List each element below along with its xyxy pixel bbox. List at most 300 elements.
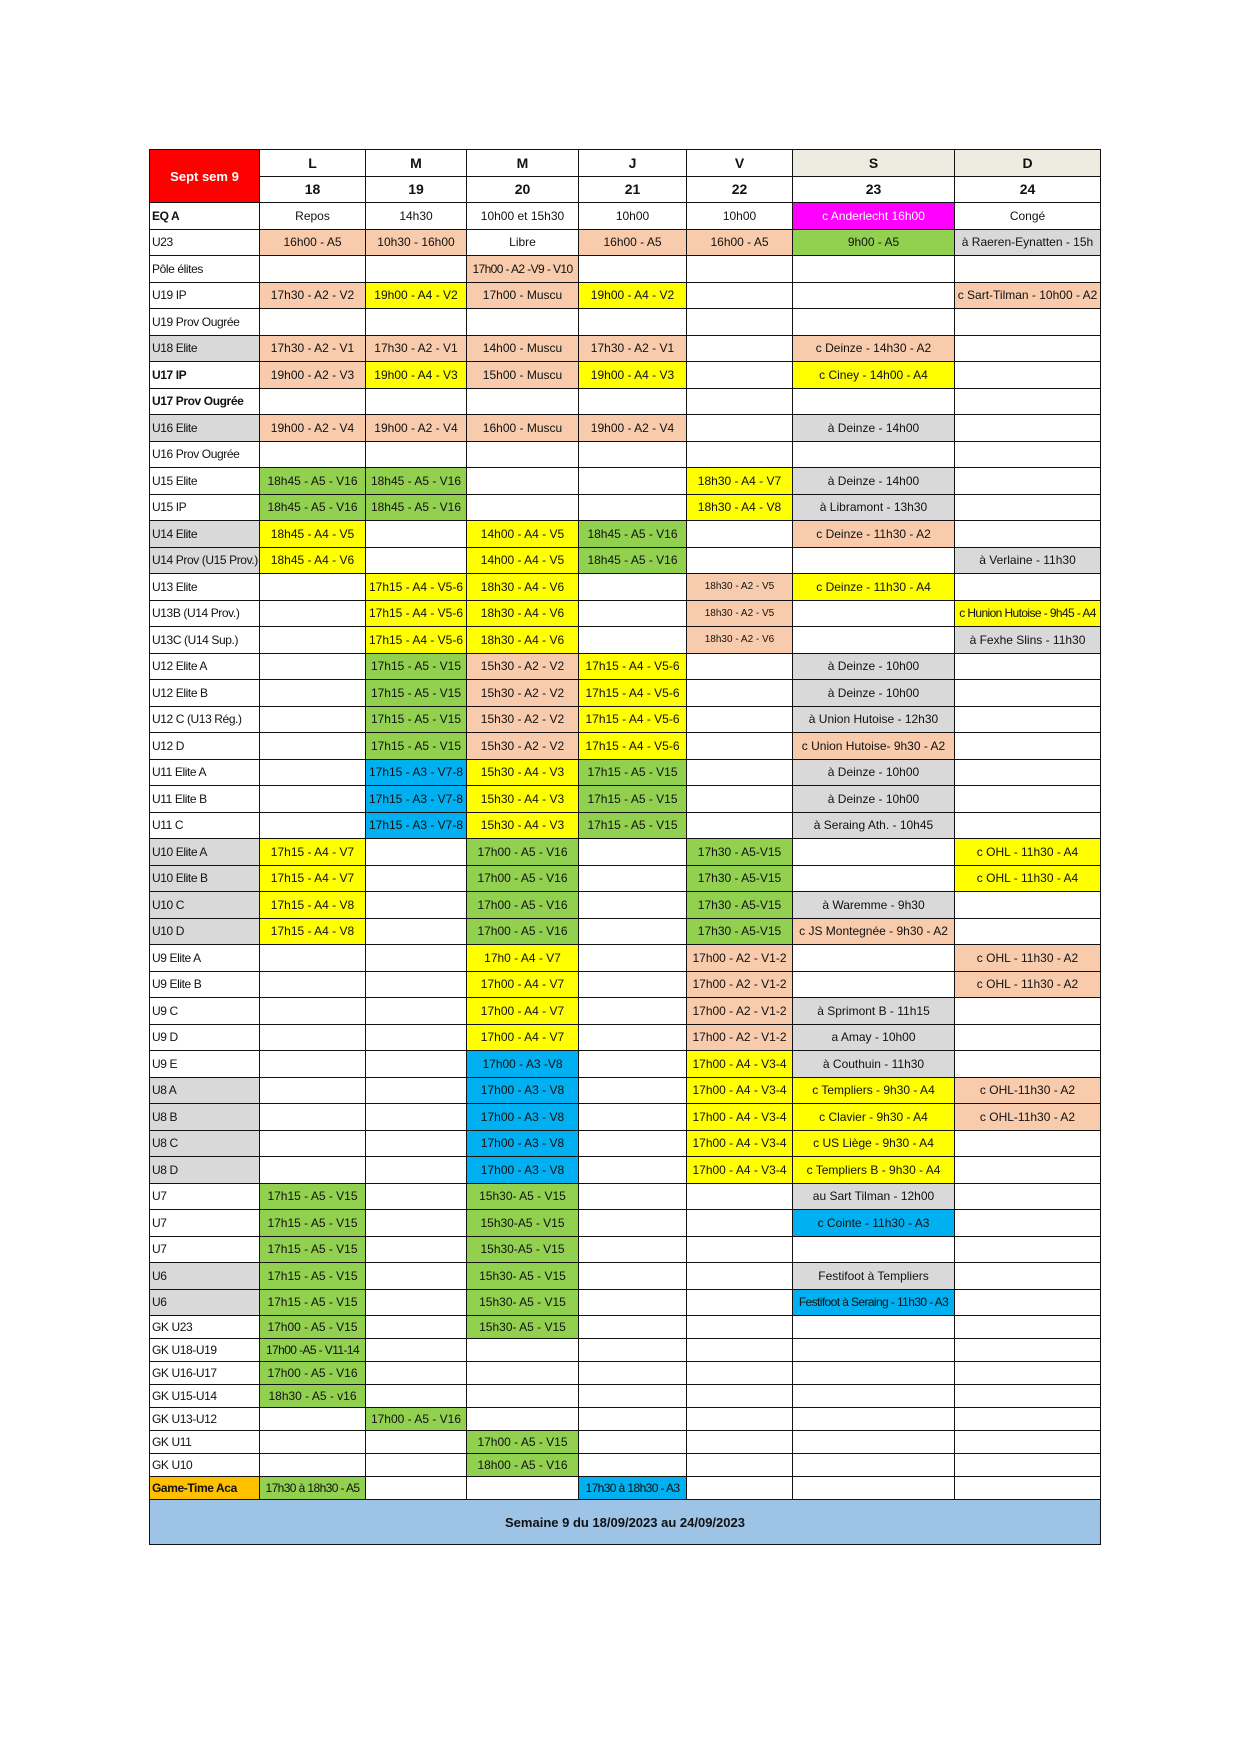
schedule-cell [579,1024,687,1051]
schedule-cell [579,865,687,892]
schedule-cell: 17h15 - A5 - V15 [579,759,687,786]
schedule-cell: c Anderlecht 16h00 [793,203,955,230]
schedule-cell [955,1210,1101,1237]
schedule-cell: à Union Hutoise - 12h30 [793,706,955,733]
schedule-cell [366,1024,467,1051]
team-label: U9 D [150,1024,260,1051]
team-label: U13B (U14 Prov.) [150,600,260,627]
team-label: Game-Time Aca [150,1477,260,1500]
team-label: U16 Prov Ougrée [150,441,260,468]
schedule-cell: à Libramont - 13h30 [793,494,955,521]
schedule-cell [955,335,1101,362]
schedule-cell: 17h00 - A4 - V3-4 [687,1051,793,1078]
team-label: U17 Prov Ougrée [150,388,260,415]
schedule-cell: 15h30-A5 - V15 [467,1236,579,1263]
team-row [150,945,1101,972]
day-letter: J [579,150,687,177]
day-number: 20 [467,176,579,203]
schedule-cell [366,918,467,945]
schedule-cell [955,494,1101,521]
schedule-cell: 17h00 - A5 - V16 [260,1362,366,1385]
schedule-cell [260,1157,366,1184]
schedule-title: Sept sem 9 [150,150,260,203]
schedule-cell: 15h30 - A4 - V3 [467,812,579,839]
schedule-cell: à Deinze - 10h00 [793,680,955,707]
schedule-cell: 15h30 - A2 - V2 [467,653,579,680]
team-label: U6 [150,1289,260,1316]
team-row [150,388,1101,415]
schedule-cell [793,309,955,336]
schedule-cell: à Raeren-Eynatten - 15h [955,229,1101,256]
schedule-cell [793,1477,955,1500]
schedule-cell [579,1431,687,1454]
team-row [150,1104,1101,1131]
schedule-cell: 18h30 - A4 - V6 [467,574,579,601]
schedule-cell: 17h30 - A2 - V1 [260,335,366,362]
schedule-cell [579,1236,687,1263]
schedule-cell: 18h45 - A5 - V16 [260,468,366,495]
schedule-cell [793,971,955,998]
schedule-cell [687,1236,793,1263]
schedule-cell: a Amay - 10h00 [793,1024,955,1051]
team-row [150,998,1101,1025]
team-label: U7 [150,1210,260,1237]
schedule-cell [260,309,366,336]
header-letter-row [150,150,1101,177]
schedule-cell [687,1362,793,1385]
schedule-cell [579,600,687,627]
schedule-cell [955,521,1101,548]
schedule-cell [687,1289,793,1316]
schedule-cell: 19h00 - A2 - V3 [260,362,366,389]
team-row [150,415,1101,442]
team-row [150,521,1101,548]
team-label: U11 Elite B [150,786,260,813]
schedule-cell [467,468,579,495]
schedule-cell [793,1408,955,1431]
schedule-cell [366,521,467,548]
schedule-cell [579,892,687,919]
schedule-cell [793,945,955,972]
team-label: U12 D [150,733,260,760]
schedule-cell: c Templiers B - 9h30 - A4 [793,1157,955,1184]
team-row [150,706,1101,733]
schedule-cell: 18h45 - A4 - V6 [260,547,366,574]
schedule-cell: 19h00 - A4 - V2 [579,282,687,309]
schedule-cell: 17h30 - A5-V15 [687,865,793,892]
schedule-cell [687,388,793,415]
schedule-cell: 10h00 et 15h30 [467,203,579,230]
schedule-cell [955,1316,1101,1339]
schedule-cell: 19h00 - A4 - V2 [366,282,467,309]
schedule-cell: c OHL - 11h30 - A2 [955,945,1101,972]
schedule-cell [955,706,1101,733]
schedule-cell: 18h00 - A5 - V16 [467,1454,579,1477]
schedule-cell: c Clavier - 9h30 - A4 [793,1104,955,1131]
schedule-cell [260,1130,366,1157]
schedule-cell [366,1362,467,1385]
schedule-cell: 17h30 à 18h30 - A3 [579,1477,687,1500]
schedule-cell: 17h15 - A4 - V5-6 [579,653,687,680]
schedule-cell: 17h0 - A4 - V7 [467,945,579,972]
schedule-cell: 18h30 - A4 - V6 [467,600,579,627]
schedule-cell [793,1316,955,1339]
schedule-cell [687,335,793,362]
team-row [150,1289,1101,1316]
schedule-cell [793,1236,955,1263]
schedule-cell: 18h45 - A4 - V5 [260,521,366,548]
schedule-cell [687,1454,793,1477]
team-row [150,1362,1101,1385]
schedule-cell: 17h15 - A5 - V15 [260,1183,366,1210]
schedule-cell: Congé [955,203,1101,230]
schedule-cell: 10h00 [579,203,687,230]
schedule-cell: 15h30- A5 - V15 [467,1183,579,1210]
schedule-cell [260,998,366,1025]
schedule-table [149,149,1101,1545]
schedule-cell [260,574,366,601]
schedule-cell: 10h30 - 16h00 [366,229,467,256]
schedule-cell [955,1431,1101,1454]
schedule-cell [260,1454,366,1477]
schedule-cell [955,574,1101,601]
schedule-cell [579,1362,687,1385]
schedule-cell: 18h30 - A4 - V6 [467,627,579,654]
schedule-cell [955,468,1101,495]
schedule-cell [260,441,366,468]
schedule-cell: à Waremme - 9h30 [793,892,955,919]
schedule-cell: 17h00 - A4 - V3-4 [687,1104,793,1131]
schedule-cell [579,1157,687,1184]
schedule-cell: 19h00 - A2 - V4 [366,415,467,442]
day-letter: M [366,150,467,177]
schedule-cell [366,547,467,574]
schedule-cell [955,1236,1101,1263]
schedule-cell [366,388,467,415]
day-number: 19 [366,176,467,203]
team-row [150,441,1101,468]
schedule-cell: 17h15 - A4 - V5-6 [579,733,687,760]
schedule-cell [687,521,793,548]
team-row [150,1454,1101,1477]
schedule-cell [955,733,1101,760]
team-row [150,494,1101,521]
schedule-cell [579,1454,687,1477]
schedule-cell: 17h15 - A5 - V15 [366,733,467,760]
schedule-cell [366,839,467,866]
schedule-cell [366,1477,467,1500]
schedule-cell: 17h00 - A2 - V1-2 [687,945,793,972]
team-label: GK U10 [150,1454,260,1477]
schedule-cell [579,945,687,972]
team-row [150,1210,1101,1237]
schedule-cell: 17h15 - A3 - V7-8 [366,812,467,839]
schedule-cell: c Hunion Hutoise - 9h45 - A4 [955,600,1101,627]
team-row [150,1157,1101,1184]
team-label: U8 D [150,1157,260,1184]
team-row [150,627,1101,654]
day-number: 23 [793,176,955,203]
team-row [150,1130,1101,1157]
schedule-cell [955,388,1101,415]
schedule-cell: à Couthuin - 11h30 [793,1051,955,1078]
schedule-cell: 17h15 - A5 - V15 [366,706,467,733]
schedule-cell: c US Liège - 9h30 - A4 [793,1130,955,1157]
team-label: U16 Elite [150,415,260,442]
schedule-cell [579,1408,687,1431]
schedule-cell [687,1183,793,1210]
schedule-cell [955,892,1101,919]
schedule-cell [467,388,579,415]
team-label: U23 [150,229,260,256]
schedule-cell [260,256,366,283]
team-row [150,865,1101,892]
schedule-cell: c Deinze - 14h30 - A2 [793,335,955,362]
team-label: U13 Elite [150,574,260,601]
schedule-cell: 18h30 - A4 - V7 [687,468,793,495]
schedule-cell [793,1339,955,1362]
schedule-cell [579,309,687,336]
team-label: U13C (U14 Sup.) [150,627,260,654]
schedule-cell [579,1316,687,1339]
team-row [150,1316,1101,1339]
schedule-cell: c OHL - 11h30 - A4 [955,839,1101,866]
schedule-cell: 17h15 - A4 - V7 [260,839,366,866]
schedule-cell [955,653,1101,680]
schedule-cell: 17h00 - A4 - V7 [467,1024,579,1051]
schedule-cell [687,1477,793,1500]
schedule-cell [366,1316,467,1339]
day-number: 24 [955,176,1101,203]
schedule-cell: 10h00 [687,203,793,230]
schedule-cell: c Sart-Tilman - 10h00 - A2 [955,282,1101,309]
team-label: U10 Elite B [150,865,260,892]
schedule-cell [579,998,687,1025]
schedule-cell: 17h00 - A5 - V15 [467,1431,579,1454]
schedule-cell: 15h30- A5 - V15 [467,1263,579,1290]
schedule-cell [366,1431,467,1454]
schedule-cell: 17h15 - A4 - V5-6 [579,706,687,733]
schedule-cell [955,786,1101,813]
schedule-cell [260,1408,366,1431]
schedule-cell [579,468,687,495]
team-row [150,1051,1101,1078]
day-letter: M [467,150,579,177]
team-row [150,1024,1101,1051]
header-number-row [150,176,1101,203]
schedule-cell [260,812,366,839]
schedule-cell [687,812,793,839]
schedule-cell: 17h30 - A5-V15 [687,918,793,945]
day-letter: D [955,150,1101,177]
schedule-cell [579,1104,687,1131]
schedule-cell: 17h15 - A5 - V15 [579,786,687,813]
schedule-cell [366,309,467,336]
team-label: U15 Elite [150,468,260,495]
schedule-cell: à Deinze - 10h00 [793,653,955,680]
schedule-cell: 18h30 - A2 - V5 [687,574,793,601]
schedule-cell: à Deinze - 10h00 [793,786,955,813]
schedule-cell [366,1454,467,1477]
schedule-cell: 17h00 - A5 - V16 [467,892,579,919]
schedule-cell: 17h15 - A5 - V15 [260,1236,366,1263]
schedule-cell [687,547,793,574]
schedule-cell [366,1385,467,1408]
schedule-cell [687,706,793,733]
schedule-cell: 16h00 - A5 [579,229,687,256]
schedule-cell: 18h45 - A5 - V16 [366,494,467,521]
schedule-cell [579,441,687,468]
team-label: U19 IP [150,282,260,309]
team-row [150,229,1101,256]
team-label: Pôle élites [150,256,260,283]
schedule-cell: 17h00 - A5 - V16 [366,1408,467,1431]
schedule-cell [793,865,955,892]
schedule-cell [260,600,366,627]
schedule-cell [260,759,366,786]
schedule-cell: 17h30 - A5-V15 [687,892,793,919]
day-letter: L [260,150,366,177]
schedule-cell [687,282,793,309]
schedule-cell [579,627,687,654]
team-label: U7 [150,1183,260,1210]
schedule-cell: 17h15 - A5 - V15 [260,1289,366,1316]
schedule-cell: 17h00 - A4 - V3-4 [687,1130,793,1157]
team-label: U9 E [150,1051,260,1078]
schedule-cell: à Fexhe Slins - 11h30 [955,627,1101,654]
schedule-cell: 19h00 - A4 - V3 [366,362,467,389]
schedule-cell: 15h30- A5 - V15 [467,1289,579,1316]
schedule-cell: 17h00 - A3 - V8 [467,1130,579,1157]
schedule-cell: 17h15 - A4 - V7 [260,865,366,892]
schedule-cell [579,1339,687,1362]
schedule-cell: Libre [467,229,579,256]
schedule-cell: 17h00 - A5 - V16 [467,918,579,945]
schedule-cell: 17h15 - A3 - V7-8 [366,759,467,786]
team-row [150,1477,1101,1500]
schedule-cell: 17h15 - A5 - V15 [366,653,467,680]
schedule-cell [687,733,793,760]
schedule-cell [366,945,467,972]
schedule-cell [687,415,793,442]
schedule-cell [793,1454,955,1477]
schedule-cell: 17h15 - A5 - V15 [366,680,467,707]
day-number: 18 [260,176,366,203]
team-row [150,812,1101,839]
schedule-cell [366,441,467,468]
schedule-cell [467,1362,579,1385]
schedule-cell [366,1104,467,1131]
schedule-cell: 17h15 - A5 - V15 [579,812,687,839]
schedule-cell [366,1157,467,1184]
team-row [150,733,1101,760]
team-row [150,547,1101,574]
schedule-cell: au Sart Tilman - 12h00 [793,1183,955,1210]
schedule-cell: c Templiers - 9h30 - A4 [793,1077,955,1104]
team-row [150,282,1101,309]
team-row [150,653,1101,680]
schedule-cell: c OHL - 11h30 - A2 [955,971,1101,998]
schedule-cell [955,998,1101,1025]
schedule-cell: 17h15 - A4 - V5-6 [366,574,467,601]
team-row [150,1385,1101,1408]
schedule-cell: 17h15 - A3 - V7-8 [366,786,467,813]
team-label: U10 Elite A [150,839,260,866]
schedule-cell [687,786,793,813]
schedule-cell [366,1236,467,1263]
schedule-cell [687,309,793,336]
team-label: U10 D [150,918,260,945]
schedule-cell [579,494,687,521]
schedule-cell [467,1385,579,1408]
schedule-cell [260,1104,366,1131]
schedule-cell: 16h00 - Muscu [467,415,579,442]
day-letter: V [687,150,793,177]
schedule-cell: 17h15 - A4 - V8 [260,918,366,945]
team-label: U11 Elite A [150,759,260,786]
week-range-footer: Semaine 9 du 18/09/2023 au 24/09/2023 [150,1500,1101,1545]
schedule-cell [467,441,579,468]
schedule-cell: à Verlaine - 11h30 [955,547,1101,574]
schedule-cell: 18h45 - A5 - V16 [260,494,366,521]
day-number: 21 [579,176,687,203]
schedule-cell [793,600,955,627]
schedule-cell: 9h00 - A5 [793,229,955,256]
team-label: GK U15-U14 [150,1385,260,1408]
schedule-cell: 19h00 - A2 - V4 [579,415,687,442]
schedule-cell: 17h15 - A4 - V5-6 [579,680,687,707]
schedule-cell: c OHL-11h30 - A2 [955,1104,1101,1131]
schedule-cell [260,706,366,733]
schedule-cell: 17h00 - A2 -V9 - V10 [467,256,579,283]
schedule-cell [260,680,366,707]
team-label: U17 IP [150,362,260,389]
schedule-cell [955,1051,1101,1078]
schedule-cell [955,918,1101,945]
team-row [150,971,1101,998]
schedule-cell: 17h30 - A5-V15 [687,839,793,866]
schedule-cell: 14h00 - A4 - V5 [467,521,579,548]
schedule-cell: 17h00 - A3 - V8 [467,1104,579,1131]
schedule-cell: à Deinze - 14h00 [793,468,955,495]
schedule-cell [366,892,467,919]
schedule-cell [955,1477,1101,1500]
schedule-cell: 17h15 - A5 - V15 [260,1263,366,1290]
schedule-cell: c Cointe - 11h30 - A3 [793,1210,955,1237]
schedule-cell [687,1316,793,1339]
team-label: U14 Prov (U15 Prov.) [150,547,260,574]
schedule-cell: 17h30 - A2 - V1 [579,335,687,362]
team-row [150,1236,1101,1263]
schedule-cell [687,1408,793,1431]
schedule-cell [793,839,955,866]
schedule-cell: c Ciney - 14h00 - A4 [793,362,955,389]
team-row [150,1183,1101,1210]
schedule-cell: 16h00 - A5 [687,229,793,256]
schedule-cell: 17h00 - A4 - V7 [467,971,579,998]
schedule-cell [793,627,955,654]
schedule-cell [579,388,687,415]
team-label: U12 Elite A [150,653,260,680]
team-row [150,759,1101,786]
schedule-cell: 18h45 - A5 - V16 [579,521,687,548]
schedule-cell [955,1362,1101,1385]
schedule-cell [955,441,1101,468]
schedule-cell: 17h00 - A5 - V15 [260,1316,366,1339]
schedule-cell [687,1210,793,1237]
schedule-cell: 17h00 - A2 - V1-2 [687,971,793,998]
team-row [150,362,1101,389]
